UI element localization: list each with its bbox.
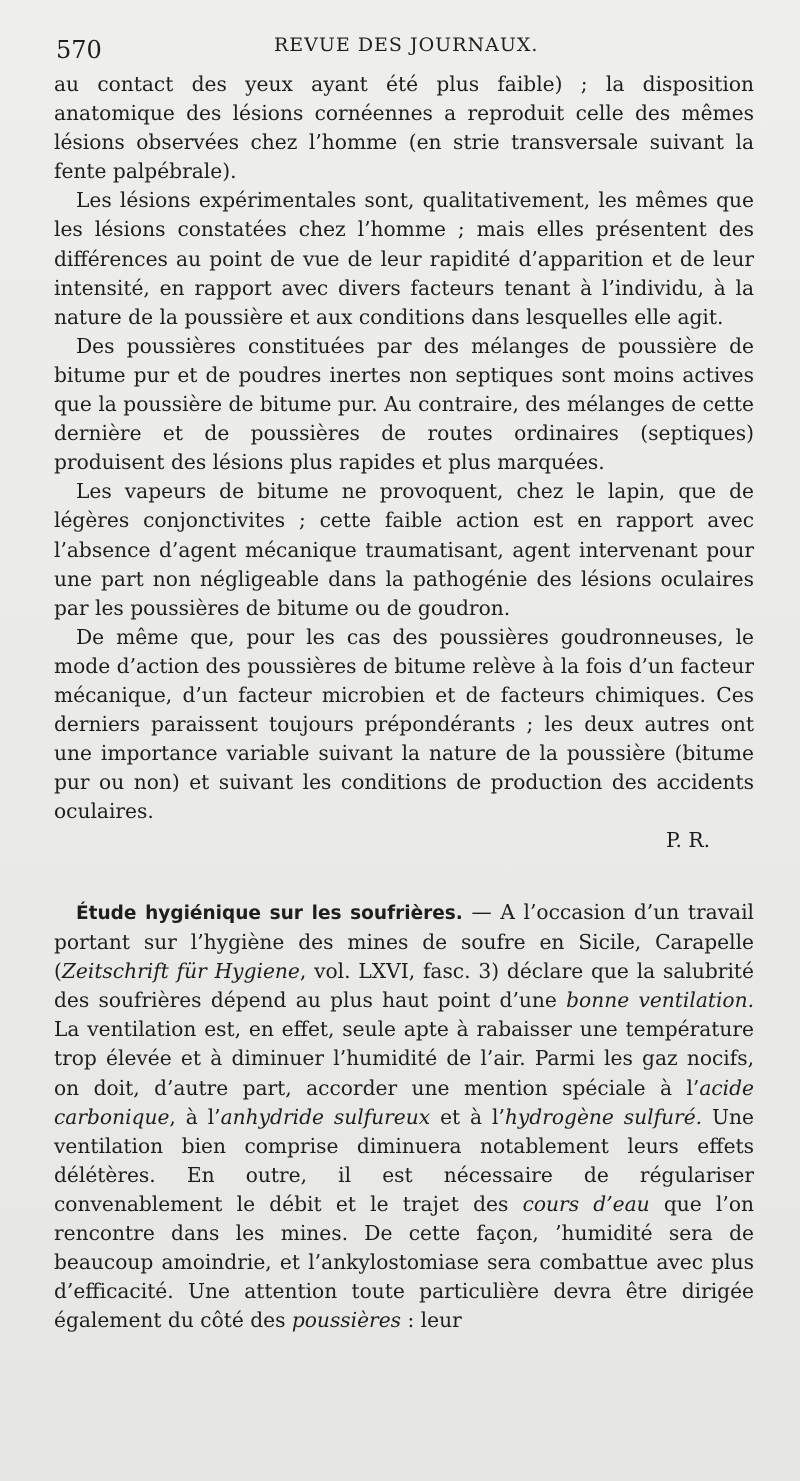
text-run: La ventilation est, en effet, seule apte à rabaisser une température trop élevée et à diminuer l’humidité de l’air. Parmi les gaz nocifs, on doit, d’autre part, accorder une mention spéciale à l’ — [54, 1017, 754, 1100]
emphasis: cours d’eau — [522, 1191, 650, 1216]
text-run: — A l’occasion d’un travail portant sur l’hygiène des mines de soufre en Sicile, Carapelle ( — [54, 900, 755, 984]
emphasis: bonne ventilation. — [566, 988, 755, 1013]
text-run: , à l’ — [169, 1104, 221, 1129]
text-run: Une ventilation bien comprise diminuera notablement leurs effets délétères. En outre, il est nécessaire de régulariser convenablement le débit et le trajet des — [54, 1104, 754, 1216]
emphasis: hydrogène sulfuré. — [504, 1104, 703, 1129]
article-bitume — [54, 70, 754, 856]
paragraph: Des poussières constituées par des mélanges de poussière de bitume pur et de poudres inertes non septiques sont moins actives que la poussière de bitume pur. Au contraire, des mélanges de cette dernière et de poussières de routes ordinaires (septiques) produisent des lésions plus rapides et plus marquées. — [54, 333, 754, 475]
text-run: , vol. LXVI, fasc. 3) déclare que la salubrité des soufrières dépend au plus haut point d’une — [54, 959, 754, 1013]
paragraph: De même que, pour les cas des poussières goudronneuses, le mode d’action des poussières de bitume relève à la fois d’un facteur mécanique, d’un facteur microbien et de facteurs chimiques. Ces derniers paraissent toujours prépondérants ; les deux autres ont une importance variable suivant la nature de la poussière (bitume pur ou non) et suivant les conditions de production des accidents oculaires. — [54, 624, 754, 824]
paragraph: au contact des yeux ayant été plus faible) ; la disposition anatomique des lésions cornéennes a reproduit celle des mêmes lésions observées chez l’homme (en strie transversale suivant la fente palpébrale). — [54, 72, 754, 184]
paragraph: Les lésions expérimentales sont, qualitativement, les mêmes que les lésions constatées chez l’homme ; mais elles présentent des différences au point de vue de leur rapidité d’apparition et de leur intensité, en rapport avec divers facteurs tenant à l’individu, à la nature de la poussière et aux conditions dans lesquelles elle agit. — [54, 188, 754, 329]
author-signature: P. R. — [666, 828, 710, 853]
emphasis: acide carbonique — [54, 1075, 754, 1129]
paragraph: Les vapeurs de bitume ne provoquent, chez le lapin, que de légères conjonctivites ; cette faible action est en rapport avec l’absence d’agent mécanique traumatisant, agent intervenant pour une part non négligeable dans la pathogénie des lésions oculaires par les poussières de bitume ou de goudron. — [54, 479, 754, 620]
text-run: : leur — [401, 1308, 462, 1333]
journal-name: Zeitschrift für Hygiene — [61, 959, 300, 984]
article-title: Étude hygiénique sur les soufrières. — [76, 903, 463, 924]
running-title: REVUE DES JOURNAUX. — [274, 34, 539, 56]
page-header — [56, 30, 750, 66]
page-number: 570 — [56, 36, 102, 64]
paragraph — [54, 898, 754, 1335]
emphasis: poussières — [291, 1308, 402, 1333]
emphasis: anhydride sulfureux — [220, 1104, 431, 1129]
text-run: que l’on rencontre dans les mines. De cette façon, ’humidité sera de beaucoup amoindrie, et l’ankylostomiase sera combattue avec plus d’efficacité. Une attention toute particulière devra être dirigée également du côté des — [54, 1191, 754, 1333]
article-soufrieres — [54, 898, 754, 1335]
text-run: et à l’ — [430, 1104, 505, 1129]
